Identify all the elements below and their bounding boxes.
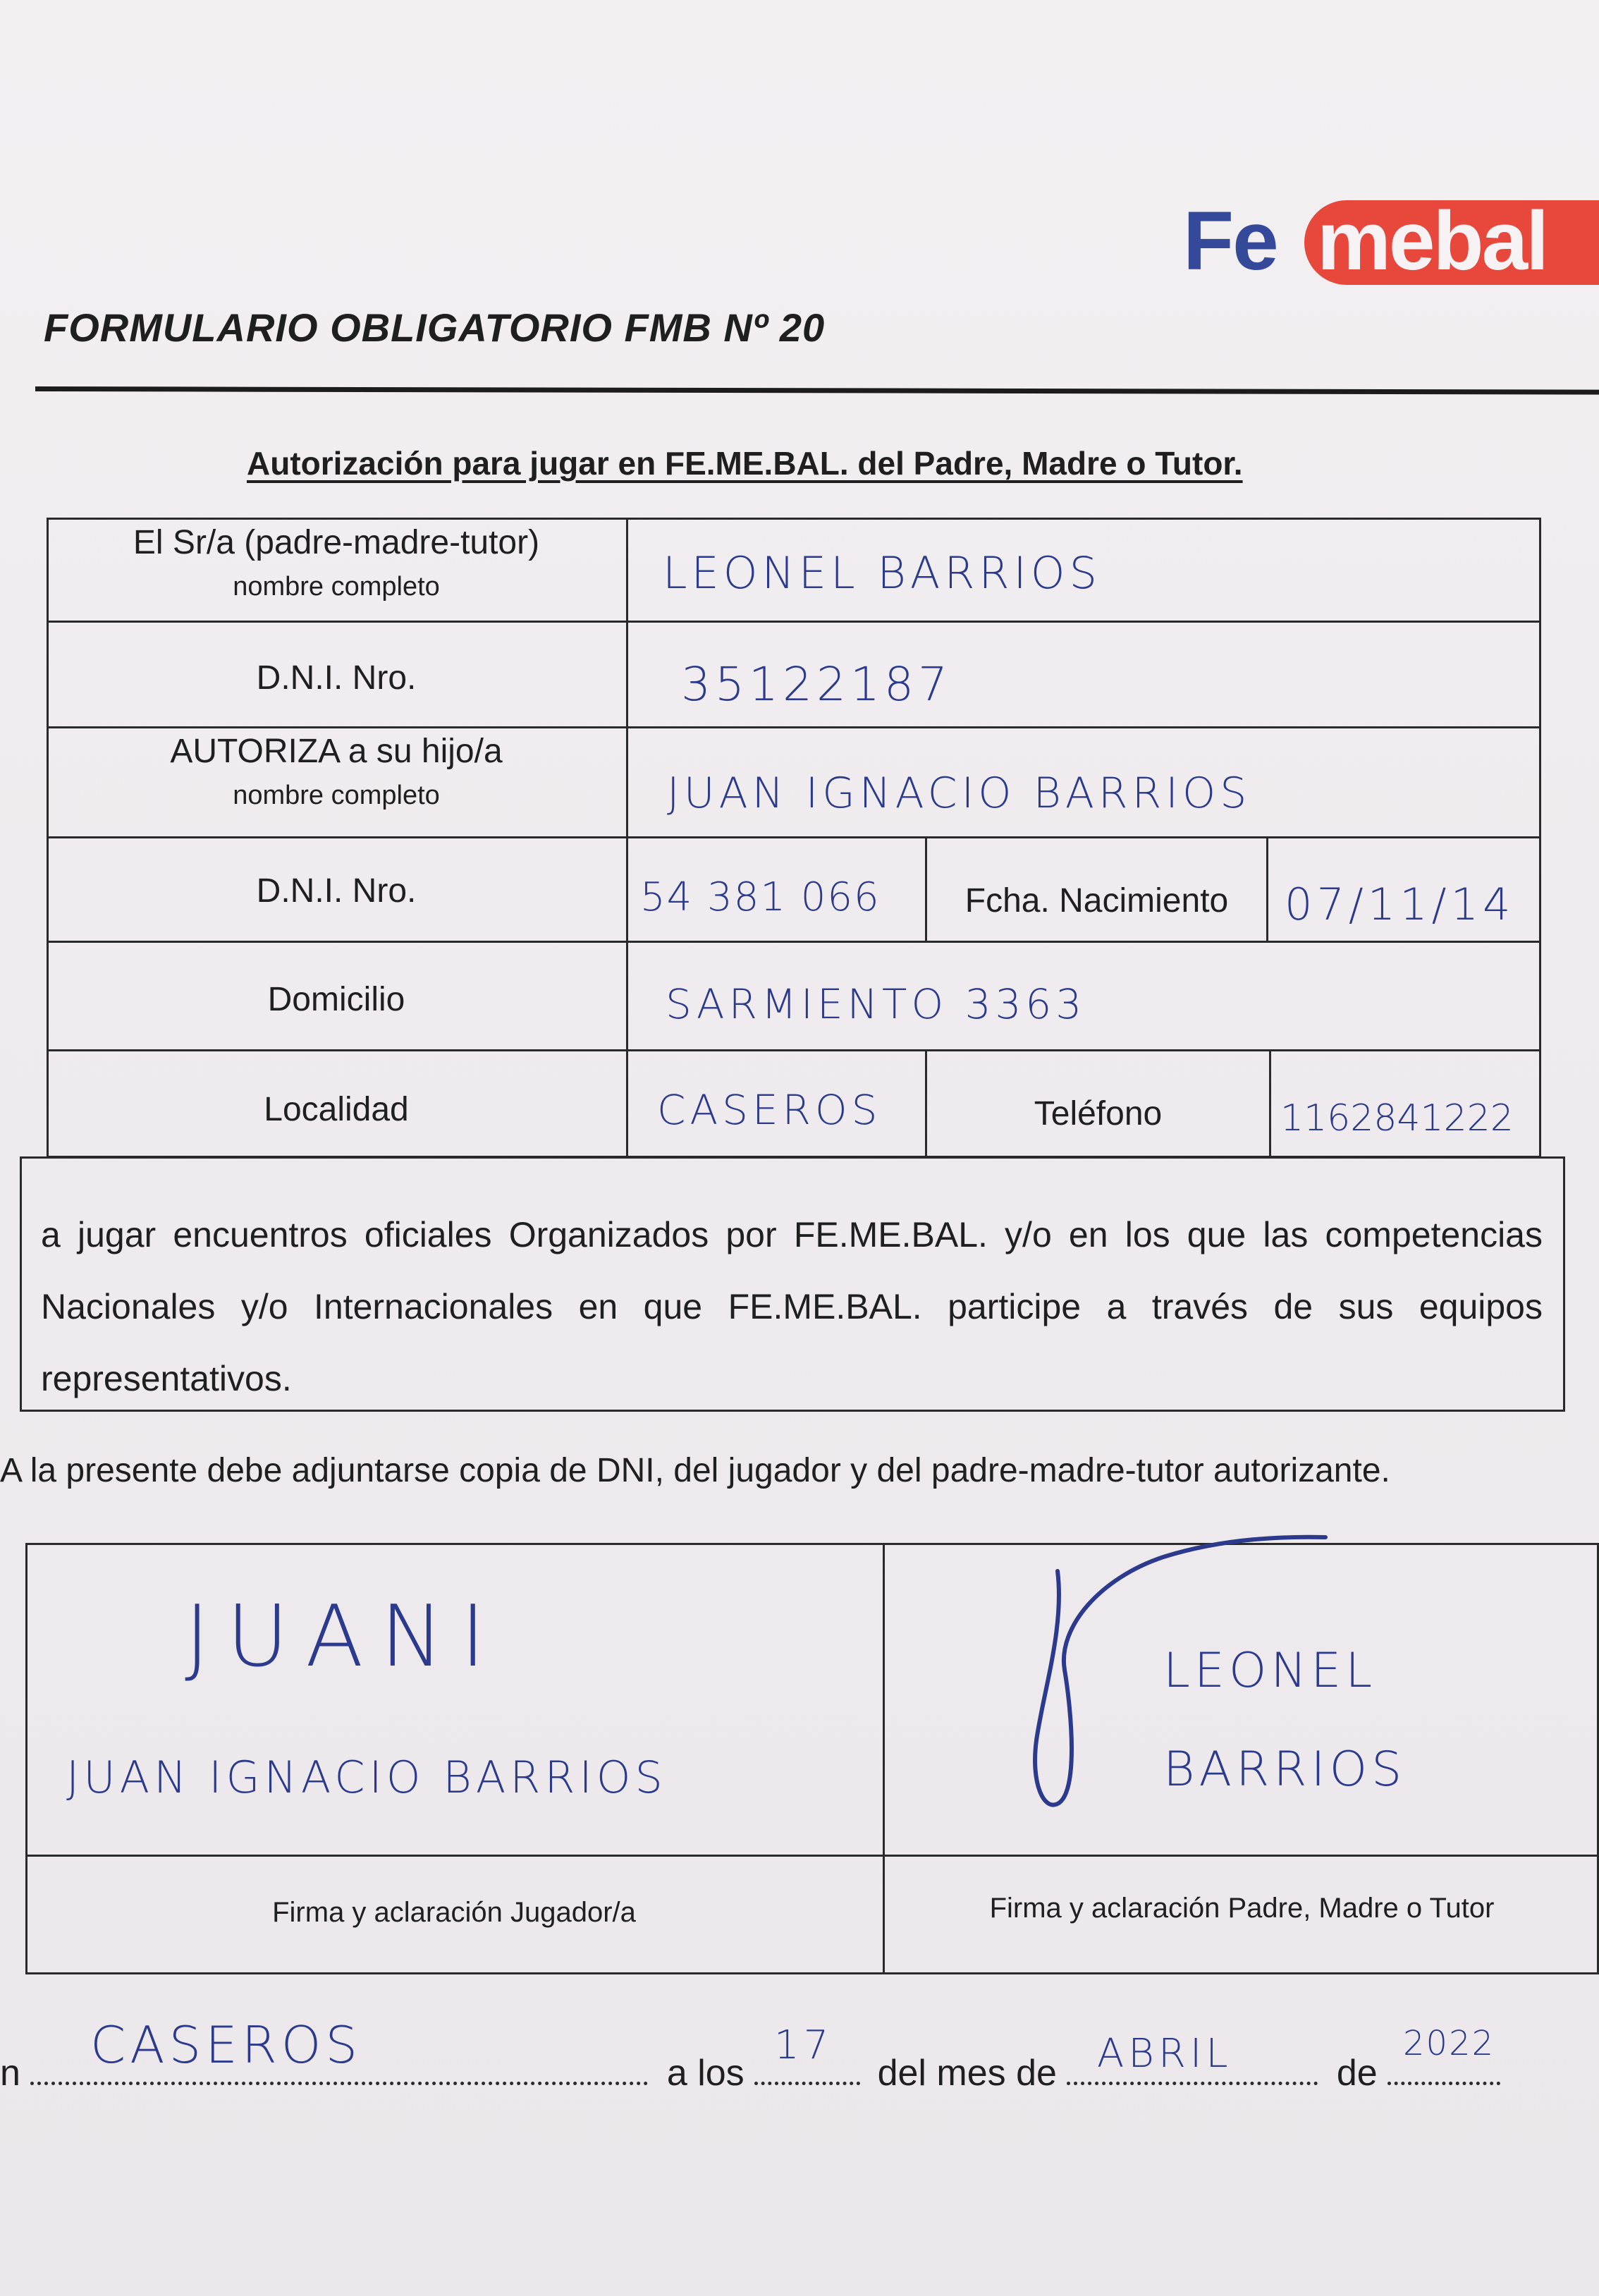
parent-dni-label: D.N.I. Nro.: [256, 659, 417, 697]
player-signature: JUANI: [185, 1588, 503, 1686]
city-value: CASEROS: [657, 1086, 882, 1134]
title-rule: [35, 386, 1599, 395]
day-dots: [754, 2068, 860, 2085]
child-name-value: JUAN IGNACIO BARRIOS: [667, 769, 1251, 818]
parent-label-text: El Sr/a (padre-madre-tutor): [133, 524, 540, 561]
parent-label-sub: nombre completo: [233, 572, 440, 602]
form-title: FORMULARIO OBLIGATORIO FMB Nº 20: [44, 305, 826, 350]
child-label-sub: nombre completo: [233, 781, 440, 810]
child-label: [47, 732, 626, 811]
year-dots: [1387, 2068, 1500, 2085]
parent-name-line2: BARRIOS: [1163, 1742, 1407, 1797]
footer-month-value: ABRIL: [1097, 2031, 1232, 2077]
attachment-note: A la presente debe adjuntarse copia de DNI, del jugador y del padre-madre-tutor autorizante.: [0, 1452, 1390, 1489]
authorization-text: a jugar encuentros oficiales Organizados por FE.ME.BAL. y/o en los que las competencias Nacionales y/o Internacionales en que FE.ME.BAL. participe a través de sus equipos representativos.: [41, 1215, 1543, 1398]
footer-a-los: a los: [666, 2053, 745, 2094]
parent-name-line1: LEONEL: [1163, 1643, 1377, 1699]
footer-prefix: n: [0, 2053, 20, 2094]
parent-dni-value: 35122187: [681, 657, 952, 712]
footer-de: de: [1336, 2053, 1378, 2094]
form-subtitle: Autorización para jugar en FE.ME.BAL. del Padre, Madre o Tutor.: [247, 445, 1243, 482]
footer-day-value: 17: [774, 2022, 833, 2068]
parent-signature-caption: Firma y aclaración Padre, Madre o Tutor: [989, 1893, 1495, 1924]
player-name-clarification: JUAN IGNACIO BARRIOS: [66, 1752, 667, 1803]
child-dni-value: 54 381 066: [640, 874, 881, 920]
logo-text-right: mebal: [1317, 195, 1548, 288]
footer-del-mes-de: del mes de: [877, 2053, 1057, 2094]
parent-name-value: LEONEL BARRIOS: [663, 547, 1101, 599]
birth-label: Fcha. Nacimiento: [964, 882, 1229, 920]
address-label: Domicilio: [267, 981, 405, 1018]
femebal-logo: [1183, 192, 1599, 298]
logo-red-badge: [1304, 195, 1599, 288]
phone-label: Teléfono: [1034, 1095, 1163, 1132]
child-label-text: AUTORIZA a su hijo/a: [170, 733, 503, 770]
logo-text-left: Fe: [1183, 195, 1278, 288]
footer-place-value: CASEROS: [90, 2015, 362, 2075]
phone-value: 1162841222: [1280, 1097, 1514, 1140]
city-label: Localidad: [264, 1091, 409, 1128]
address-value: SARMIENTO 3363: [666, 980, 1086, 1028]
birth-date-value: 07/11/14: [1285, 879, 1515, 930]
player-signature-caption: Firma y aclaración Jugador/a: [272, 1897, 636, 1928]
footer-year-value: 2022: [1403, 2024, 1495, 2063]
child-dni-label: D.N.I. Nro.: [256, 872, 417, 910]
parent-label: [47, 523, 626, 602]
